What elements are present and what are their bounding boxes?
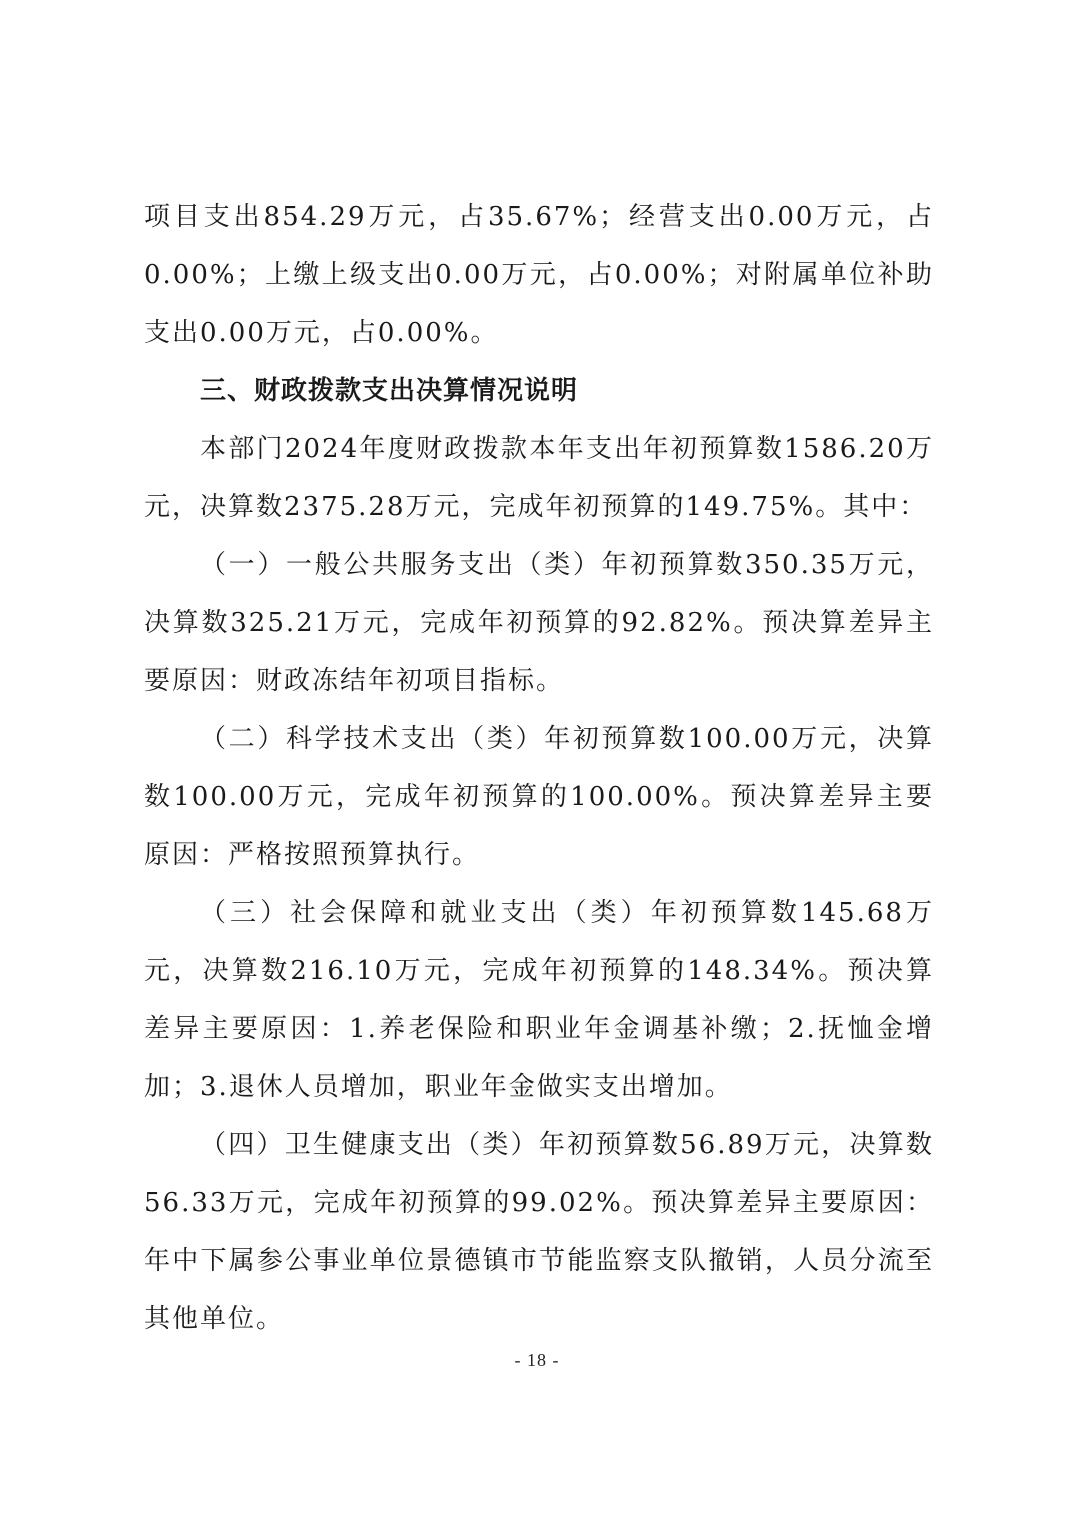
paragraph-health: （四）卫生健康支出（类）年初预算数56.89万元，决算数56.33万元，完成年初预算的99.02%。预决算差异主要原因：年中下属参公事业单位景德镇市节能监察支队撤销，人员分流至其他单位。	[144, 1130, 934, 1334]
page-number: - 18 -	[514, 1350, 560, 1370]
document-body	[144, 188, 934, 1348]
paragraph-general-public-services: （一）一般公共服务支出（类）年初预算数350.35万元，决算数325.21万元，完成年初预算的92.82%。预决算差异主要原因：财政冻结年初项目指标。	[144, 550, 934, 696]
paragraph-social-security: （三）社会保障和就业支出（类）年初预算数145.68万元，决算数216.10万元，完成年初预算的148.34%。预决算差异主要原因：1.养老保险和职业年金调基补缴；2.抚恤金增加；3.退休人员增加，职业年金做实支出增加。	[144, 898, 934, 1102]
paragraph-fiscal-summary: 本部门2024年度财政拨款本年支出年初预算数1586.20万元，决算数2375.28万元，完成年初预算的149.75%。其中：	[144, 434, 934, 522]
section-heading-3: 三、财政拨款支出决算情况说明	[200, 376, 579, 406]
paragraph-science-technology: （二）科学技术支出（类）年初预算数100.00万元，决算数100.00万元，完成年初预算的100.00%。预决算差异主要原因：严格按照预算执行。	[144, 724, 934, 870]
paragraph-expenditure-breakdown: 项目支出854.29万元，占35.67%；经营支出0.00万元，占0.00%；上缴上级支出0.00万元，占0.00%；对附属单位补助支出0.00万元，占0.00%。	[144, 202, 934, 348]
